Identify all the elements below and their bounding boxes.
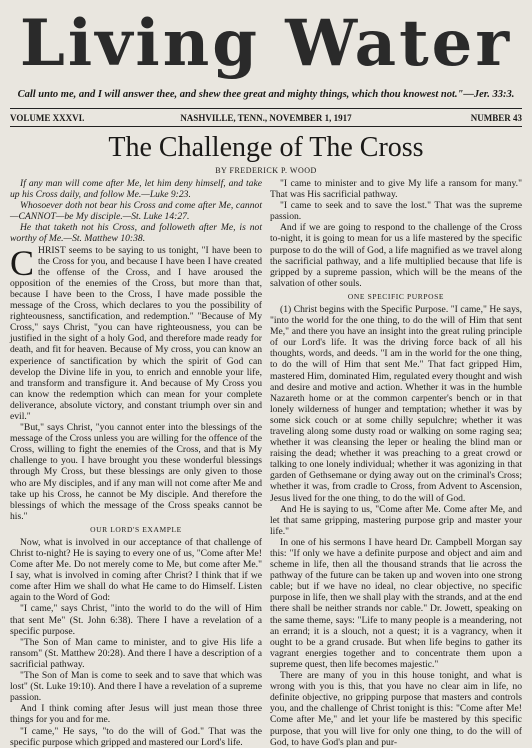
paragraph: There are many of you in this house tonight, and what is wrong with you is this, that you have no clear aim in life, no definite objective, no gripping purpose that masters and controls you, and the challenge of Christ tonight is this: "Come after Me! Come after Me," and let your life be mastered by this specific purpose, that you will live for only one thing, to do the will of God, to have God's plan and pur- — [270, 670, 522, 748]
section-subhead: ONE SPECIFIC PURPOSE — [347, 291, 445, 301]
left-column — [10, 178, 262, 748]
paragraph: And I think coming after Jesus will just mean those three things for you and for me. — [10, 703, 262, 726]
paragraph: "The Son of Man came to minister, and to give His life a ransom" (St. Matthew 20:28). And there I have a description of a sacrificial pathway. — [10, 636, 262, 670]
section-subhead: OUR LORD'S EXAMPLE — [90, 524, 182, 534]
masthead-rule — [10, 108, 522, 109]
newspaper-title: Living Water — [19, 6, 513, 81]
issue-line — [10, 112, 522, 124]
drop-cap: C — [10, 242, 35, 283]
paragraph: "I came," He says, "to do the will of God." That was the specific purpose which gripped and mastered our Lord's life. — [10, 725, 262, 748]
paragraph: "But," says Christ, "you cannot enter into the blessings of the message of the Cross unless you are willing for the offence of the Cross, willing to fight the enemies of the Cross, and that is My challenge to you. I have brought you these wonderful blessings through My Cross, but these blessings are only given to those who are My disciples, and if any man will not come after Me and take up his Cross, he cannot be My disciple. And therefore the blessings of which the message of the Cross speaks cannot be his." — [10, 422, 262, 522]
paragraph: "I came to seek and to save the lost." That was the supreme passion. — [270, 200, 522, 223]
article-title: The Challenge of The Cross — [108, 132, 424, 163]
paragraph: And if we are going to respond to the challenge of the Cross to-night, it is going to mean for us a life mastered by the specific purpose to do the will of God, a life magnified as we travel along the sacrificial pathway, and a life multiplied because that life is gripped by a supreme passion, which will be the means of the salvation of other souls. — [270, 222, 522, 289]
epigraph: Whosoever doth not bear his Cross and come after Me, cannot—CANNOT—be My disciple.—St. Luke 14:27. — [10, 200, 262, 223]
intro-paragraph — [10, 242, 262, 423]
paragraph: Now, what is involved in our acceptance of that challenge of Christ to-night? He is saying to every one of us, "Come after Me! Come after Me. Do not merely come to Me, but come after Me." I say, what is involved in coming after Christ? I think that if we come after Him we shall do what He came to do Himself. Listen again to the Word of God: — [10, 536, 262, 604]
masthead — [10, 6, 522, 108]
issue-rule — [10, 126, 522, 127]
epigraph: If any man will come after Me, let him deny himself, and take up his Cross daily, and follow Me.—Luke 9:23. — [10, 178, 262, 201]
paragraph: And He is saying to us, "Come after Me. Come after Me, and let that same gripping, mastering purpose grip and master your life." — [270, 503, 522, 537]
volume-label: VOLUME XXXVI. — [10, 113, 85, 123]
paragraph: In one of his sermons I have heard Dr. Campbell Morgan say this: "If only we have a definite purpose and object and aim and scheme in life, then all the thousand strands that lie across the pathway of the future can be taken up and woven into one strong cable; but if we have no ideal, no clear objective, no specific purpose in life, then we shall play with the strands, and at the end there shall be neither strands nor cable." Dr. Jowett, speaking on the same theme, says: "Life to many people is a meandering, not an errand; it is a slouch, not a quest; it is a vagrancy, when it ought to be a grand crusade. But when life begins to gather its vagrant energies together and to concentrate them upon a supreme quest, then life becomes majestic." — [270, 536, 522, 670]
intro-text: HRIST seems to be saying to us tonight, "I have been to the Cross for you, and because I have been I have created the offense of the Cross, and I have aroused the opposition of the enemies of the Cross, but more than that, because I have been to the Cross, I have made possible the message of the Cross, which declares to you the possibility of righteousness, sanctification, and redemption." "Because of My Cross," says Christ, "you can have righteousness, you can be justified in the sight of a holy God, and therefore made ready for death, and fit for heaven. Because of My cross, you can know an experience of sanctification by which the spirit of God can develop the Divine life in you, to enrich and ennoble your life, and transform and transfigure it. And because of My Cross you can know the redemption which can mean for your complete deliverance, absolute victory, and constant triumph over sin and evil." — [10, 244, 262, 422]
paragraph: "The Son of Man is come to seek and to save that which was lost" (St. Luke 19:10). And there I have a revelation of a supreme passion. — [10, 670, 262, 704]
right-column — [270, 178, 522, 748]
epigraph: He that taketh not his Cross, and followeth after Me, is not worthy of Me.—St. Matthew 10:38. — [10, 222, 262, 245]
paragraph: (1) Christ begins with the Specific Purpose. "I came," He says, "into the world for the one thing, to do the will of Him that sent Me," and there you have an insight into the great ruling principle of our Lord's life. It was the driving force back of all his thoughts, words, and deeds. "I am in the world for the one thing, to do the will of Him that sent Me." That fact gripped Him, mastered Him, dominated Him, regulated every thought and wish and desire and motive and action. Whether it was in the humble Nazareth home or at the common carpenter's bench or in that lonely wilderness of hunger and temptation; whether it was by some sick couch or at some chilly sepulchre; whether it was traveling along some dusty road or walking on some raging sea; whether it was cleansing the leper or healing the blind man or raising the dead; whether it was preaching to a great crowd or talking to one lonely individual; whether it was agonizing in that garden of Gethsemane or dying away out on the criminal's Cross; whether it was, from cradle to Cross, from Advent to Ascension, Jesus lived for the one thing, to do the will of God. — [270, 303, 522, 504]
issue-number: NUMBER 43 — [470, 113, 522, 123]
paragraph: "I came to minister and to give My life a ransom for many." That was His sacrificial pathway. — [270, 178, 522, 201]
masthead-tagline: Call unto me, and I will answer thee, and shew thee great and mighty things, which thou knowest not."—Jer. 33:3. — [17, 89, 515, 100]
paragraph: "I came," says Christ, "into the world to do the will of Him that sent Me" (St. John 6:38). There I have a revelation of a specific purpose. — [10, 603, 262, 637]
place-date: NASHVILLE, TENN., NOVEMBER 1, 1917 — [180, 113, 352, 123]
article-byline: BY FREDERICK P. WOOD — [215, 166, 317, 175]
